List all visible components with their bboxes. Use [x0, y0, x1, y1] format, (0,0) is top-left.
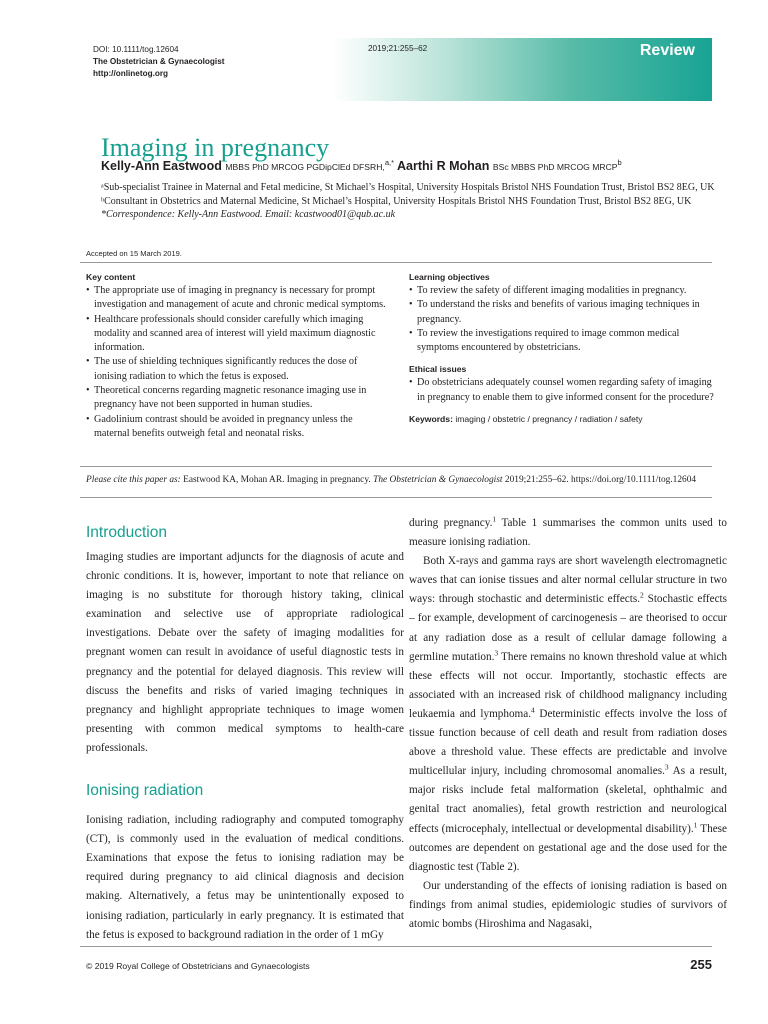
ionising-paragraph-1-cont	[409, 514, 727, 552]
list-item: • Healthcare professionals should consider carefully which imaging modality and scanned area of interest will yield maximum diagnostic information.	[86, 313, 386, 356]
box-top-rule	[80, 262, 712, 263]
issue-citation: 2019;21:255–62	[368, 44, 428, 53]
copyright: © 2019 Royal College of Obstetricians and Gynaecologists	[86, 961, 310, 971]
list-item: • To review the safety of different imaging modalities in pregnancy.	[409, 284, 715, 298]
box-bottom-rule	[80, 466, 712, 467]
page-number: 255	[690, 957, 712, 972]
list-item: • The use of shielding techniques significantly reduces the dose of ionising radiation to which the fetus is exposed.	[86, 355, 386, 384]
text-run: As a result, major risks include fetal malformation (skeletal, ophthalmic and genital tract anomalies), fetal growth restriction and neurological effects (microcephaly, intellectual or developmental disability).	[409, 765, 728, 835]
reference-marker[interactable]: 2	[640, 590, 644, 600]
keywords	[409, 414, 715, 424]
journal-url[interactable]: http://onlinetog.org	[93, 69, 169, 78]
text-run: There remains no known threshold value at which these effects will not occur. Importantly, stochastic effects are associated with an increased risk of childhood malignancy including leukaemia and lymphoma.	[409, 650, 727, 720]
learning-objectives-list	[409, 284, 715, 355]
footer-rule	[80, 946, 712, 947]
affiliation-a: ᵃSub-specialist Trainee in Maternal and Fetal medicine, St Michael’s Hospital, University Hospitals Bristol NHS Foundation Trust, Bristol BS2 8EG, UK	[101, 182, 715, 193]
ionising-radiation-heading: Ionising radiation	[86, 782, 204, 800]
introduction-paragraph: Imaging studies are important adjuncts for the diagnosis of acute and chronic conditions. It is, however, important to note that reliance on imaging is no substitute for thorough history taking, clinical examination and selective use of appropriate radiological investigations. Debate over the safety of imaging modalities for pregnant women can result in avoidance of useful diagnostic tests in pregnancy and the potential for delayed diagnosis. This review will discuss the benefits and risks of varied imaging techniques in pregnancy and highlight appropriate techniques to image women presenting with common medical symptoms to health-care professionals.	[86, 551, 404, 754]
list-item: • Do obstetricians adequately counsel women regarding safety of imaging in pregnancy to enable them to give informed consent for the procedure?	[409, 376, 715, 405]
citation-rule	[80, 497, 712, 498]
accepted-date: Accepted on 15 March 2019.	[86, 249, 182, 258]
keywords-value: imaging / obstetric / pregnancy / radiation / safety	[455, 414, 643, 425]
citation-details: 2019;21:255–62. https://doi.org/10.1111/tog.12604	[504, 475, 697, 485]
text-run: Deterministic effects involve the loss of tissue function because of cell death and result from radiation doses above a threshold value. These effects are predictable and involve multicellular injury, including chromosomal anomalies.	[409, 707, 727, 778]
body-column-right	[409, 514, 727, 934]
citation-journal: The Obstetrician & Gynaecologist	[373, 475, 503, 485]
text-run: Both X-rays and gamma rays are short wavelength electromagnetic waves that can ionise tissues and alter normal cellular structure in two ways: through stochastic and deterministic effects.	[409, 555, 727, 606]
ionising-paragraph-1: Ionising radiation, including radiography and computed tomography (CT), is commonly used in the evaluation of medical conditions. Examinations that expose the fetus to ionising radiation may be required during pregnancy to aid clinical diagnosis and decision making. Alternatively, a fetus may be unintentionally exposed to ionising radiation, particularly in early pregnancy. It is estimated that the fetus is exposed to background radiation in the order of 1 mGy	[86, 814, 404, 941]
text-run: These outcomes are dependent on gestational age and the dose used for the diagnostic test (Table 2).	[409, 822, 727, 873]
author-2-name: Aarthi R Mohan	[397, 159, 490, 174]
list-item: • To review the investigations required to image common medical symptoms encountered by obstetricians.	[409, 327, 715, 356]
ionising-paragraph-2	[409, 552, 727, 877]
affiliation-b: ᵇConsultant in Obstetrics and Maternal Medicine, St Michael’s Hospital, University Hospitals Bristol NHS Foundation Trust, Bristol BS2 8EG, UK	[101, 195, 692, 207]
ethical-issues-heading: Ethical issues	[409, 364, 467, 375]
affiliations	[101, 181, 716, 222]
section-label: Review	[639, 42, 695, 59]
text-run: Stochastic effects – for example, development of carcinogenesis – are theorised to occur at any radiation dose as a result of cellular damage following a germline mutation.	[409, 593, 728, 663]
text-run: during pregnancy.	[409, 517, 493, 529]
keywords-label: Keywords:	[409, 414, 453, 425]
list-item: • Theoretical concerns regarding magnetic resonance imaging use in pregnancy have not been supported in human studies.	[86, 384, 386, 413]
citation-line	[86, 475, 716, 485]
ethical-issues-list	[409, 376, 715, 405]
body-column-left	[86, 520, 404, 945]
text-run: Table 1 summarises the common units used to measure ionising radiation.	[409, 517, 727, 549]
author-2-credentials: BSc MBBS PhD MRCOG MRCP	[492, 162, 618, 173]
reference-marker[interactable]: 3	[664, 762, 669, 772]
ionising-paragraph-3: Our understanding of the effects of ionising radiation is based on findings from animal studies, epidemiologic studies of survivors of atomic bombs (Hiroshima and Nagasaki,	[409, 879, 727, 930]
reference-marker[interactable]: 3	[494, 647, 499, 657]
learning-objectives-heading: Learning objectives	[409, 272, 490, 282]
journal-info	[93, 44, 224, 80]
author-2-mark: b	[617, 158, 622, 167]
doi-text: DOI: 10.1111/tog.12604	[93, 45, 179, 54]
list-item: • Gadolinium contrast should be avoided in pregnancy unless the maternal benefits outweigh fetal and neonatal risks.	[86, 413, 386, 442]
reference-marker[interactable]: 4	[531, 705, 535, 715]
key-content-heading: Key content	[86, 272, 136, 282]
learning-objectives-box	[409, 272, 715, 424]
citation-authors: Eastwood KA, Mohan AR. Imaging in pregnancy.	[183, 475, 371, 485]
author-1-credentials: MBBS PhD MRCOG PGDipClEd DFSRH,	[225, 162, 385, 173]
citation-prefix: Please cite this paper as:	[86, 475, 181, 485]
introduction-heading: Introduction	[86, 524, 167, 541]
list-item: • The appropriate use of imaging in pregnancy is necessary for prompt investigation and management of acute and chronic medical symptoms.	[86, 284, 386, 313]
author-line	[101, 158, 622, 173]
key-content-box	[86, 272, 386, 441]
list-item: • To understand the risks and benefits of various imaging techniques in pregnancy.	[409, 298, 715, 327]
key-content-list	[86, 284, 386, 441]
journal-name: The Obstetrician & Gynaecologist	[93, 57, 225, 66]
article-title: Imaging in pregnancy	[101, 133, 330, 163]
reference-marker[interactable]: 1	[492, 514, 497, 524]
author-1-mark: a,*	[384, 158, 395, 167]
author-1-name: Kelly-Ann Eastwood	[101, 159, 222, 174]
correspondence: *Correspondence: Kelly-Ann Eastwood. Email: kcastwood01@qub.ac.uk	[101, 209, 396, 221]
reference-marker[interactable]: 1	[693, 819, 698, 829]
